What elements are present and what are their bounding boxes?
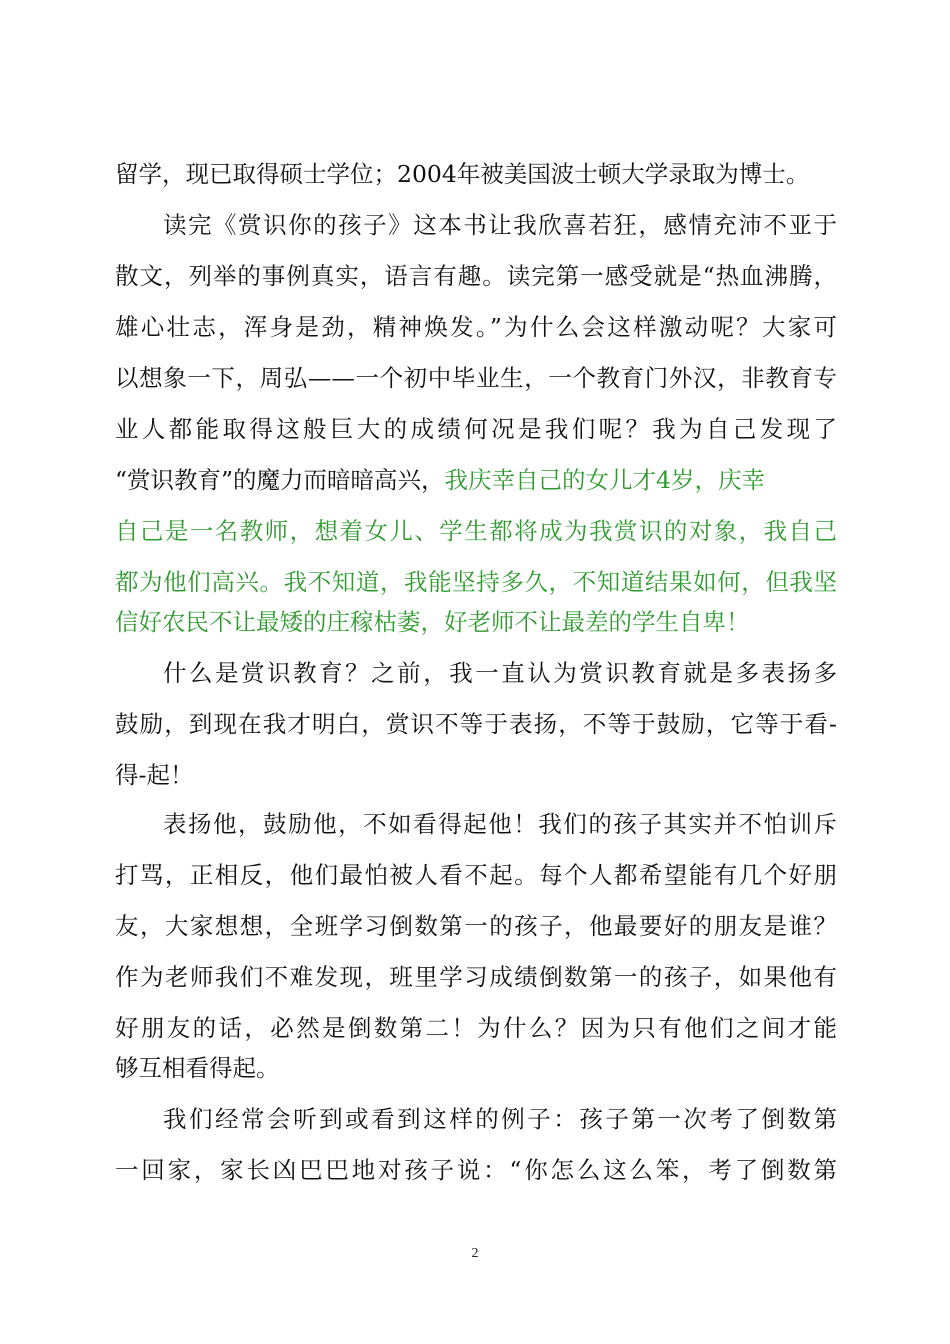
- text-line: 读完《赏识你的孩子》这本书让我欣喜若狂，感情充沛不亚于: [163, 211, 837, 239]
- text-line: 我们经常会听到或看到这样的例子：孩子第一次考了倒数第: [163, 1105, 837, 1133]
- highlighted-text-line: 都为他们高兴。我不知道，我能坚持多久，不知道结果如何，但我坚: [115, 568, 837, 596]
- highlighted-text-line: 自己是一名教师，想着女儿、学生都将成为我赏识的对象，我自己: [115, 517, 837, 545]
- text-line: 好朋友的话，必然是倒数第二！为什么？因为只有他们之间才能: [115, 1014, 837, 1042]
- text-line: 什么是赏识教育？之前，我一直认为赏识教育就是多表扬多: [163, 659, 837, 687]
- text-line: 打骂，正相反，他们最怕被人看不起。每个人都希望能有几个好朋: [115, 861, 837, 889]
- text-line: 得-起！: [115, 761, 194, 789]
- text-line: 留学，现已取得硕士学位；2004年被美国波士顿大学录取为博士。: [115, 160, 810, 188]
- text-line: [115, 462, 765, 498]
- text-line: 一回家，家长凶巴巴地对孩子说：“你怎么这么笨，考了倒数第: [115, 1156, 837, 1184]
- highlighted-text: 我庆幸自己的女儿才4岁，庆幸: [444, 466, 765, 494]
- text-line: 作为老师我们不难发现，班里学习成绩倒数第一的孩子，如果他有: [115, 963, 837, 991]
- text-line: 雄心壮志，浑身是劲，精神焕发。”为什么会这样激动呢？大家可: [115, 313, 837, 341]
- text-line: 表扬他，鼓励他，不如看得起他！我们的孩子其实并不怕训斥: [163, 810, 837, 838]
- page-number: 2: [471, 1246, 479, 1261]
- text-line: 散文，列举的事例真实，语言有趣。读完第一感受就是“热血沸腾，: [115, 262, 837, 290]
- text-line: 业人都能取得这般巨大的成绩何况是我们呢？我为自己发现了: [115, 415, 837, 443]
- text-segment: “赏识教育”的魔力而暗暗高兴，: [115, 466, 445, 494]
- text-line: 友，大家想想，全班学习倒数第一的孩子，他最要好的朋友是谁？: [115, 912, 837, 940]
- text-line: 鼓励，到现在我才明白，赏识不等于表扬，不等于鼓励，它等于看-: [115, 710, 837, 738]
- highlighted-text-line: 信好农民不让最矮的庄稼枯萎，好老师不让最差的学生自卑！: [115, 608, 750, 636]
- text-line: 以想象一下，周弘——一个初中毕业生，一个教育门外汉，非教育专: [115, 364, 837, 392]
- text-line: 够互相看得起。: [115, 1054, 280, 1082]
